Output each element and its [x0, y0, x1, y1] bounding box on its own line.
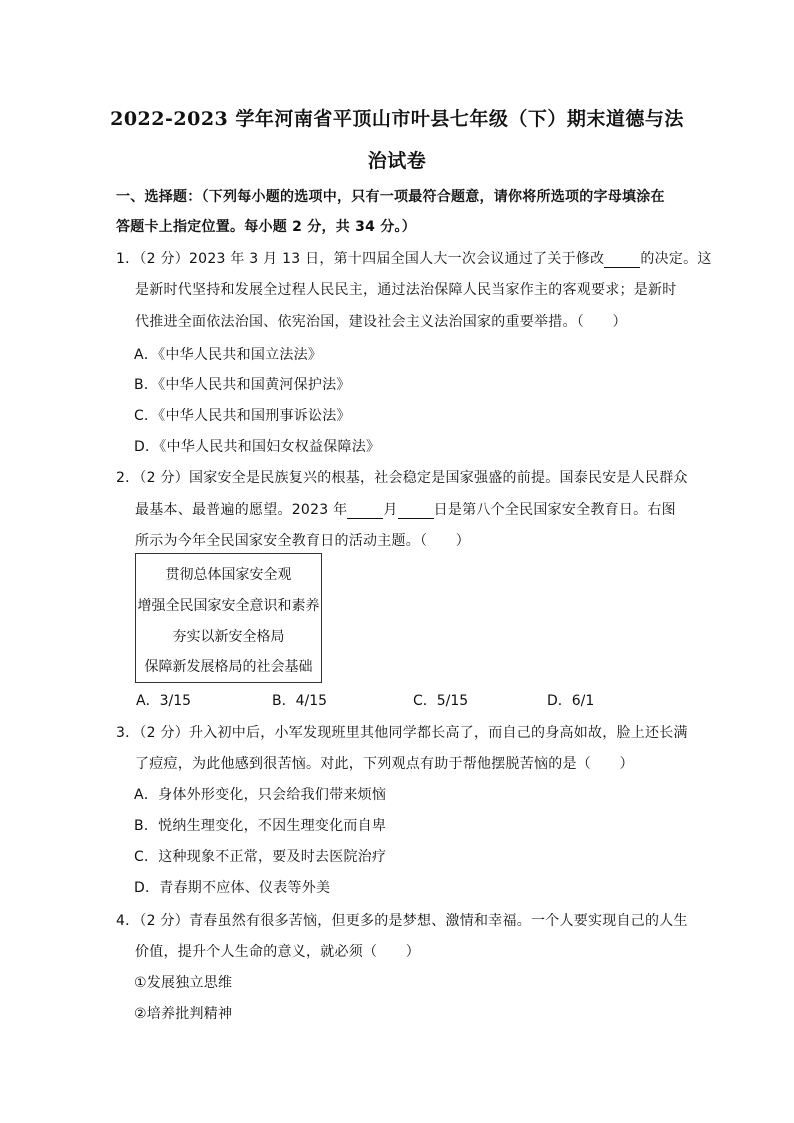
section-instruction-2: 答题卡上指定位置。每小题 2 分，共 34 分。）	[116, 219, 416, 235]
q2-blank-day	[398, 504, 434, 519]
q2-theme-box	[135, 553, 322, 683]
q2-option-a: A．3/15	[136, 693, 192, 709]
q2-theme-line-1: 贯彻总体国家安全观	[165, 567, 292, 583]
q2-theme-line-4: 保障新发展格局的社会基础	[144, 659, 313, 675]
q2-option-d: D．6/1	[547, 693, 595, 709]
q1-stem-line-1	[116, 248, 712, 268]
q1-stem-1b: 的决定。这	[640, 251, 712, 267]
q2-stem-2a: 最基本、最普遍的愿望。2023 年	[135, 502, 348, 518]
q2-blank-month	[347, 504, 383, 519]
q2-theme-line-2: 增强全民国家安全意识和素养	[137, 598, 320, 614]
q3-option-d: D．青春期不应体、仪表等外美	[134, 880, 331, 896]
q3-stem-line-2: 了痘痘，为此他感到很苦恼。对此，下列观点有助于帮他摆脱苦恼的是（ ）	[135, 756, 634, 772]
q2-option-b: B．4/15	[272, 693, 328, 709]
exam-title-line-2: 治试卷	[367, 150, 427, 172]
q3-stem-line-1: 3．（2 分）升入初中后，小军发现班里其他同学都长高了，而自己的身高如故，脸上还长满	[116, 725, 688, 741]
exam-title	[100, 98, 694, 182]
q1-option-b: B．《中华人民共和国黄河保护法》	[134, 377, 351, 393]
q1-stem-line-2: 是新时代坚持和发展全过程人民民主，通过法治保障人民当家作主的客观要求；是新时	[135, 282, 677, 298]
q2-stem-2c: 日是第八个全民国家安全教育日。右图	[433, 502, 676, 518]
q4-item-2: ②培养批判精神	[134, 1006, 233, 1022]
q2-option-c: C．5/15	[413, 693, 469, 709]
section-instruction-1: （下列每小题的选项中，只有一项最符合题意，请你将所选项的字母填涂在	[201, 189, 665, 205]
q2-stem-line-1: 2．（2 分）国家安全是民族复兴的根基，社会稳定是国家强盛的前提。国泰民安是人民群众	[116, 470, 688, 486]
q4-stem-line-1: 4．（2 分）青春虽然有很多苦恼，但更多的是梦想、激情和幸福。一个人要实现自己的人生	[116, 913, 688, 929]
exam-title-line-1: 2022-2023 学年河南省平顶山市叶县七年级（下）期末道德与法	[110, 108, 684, 130]
section-heading: 一、选择题：	[116, 189, 202, 205]
q1-option-d: D．《中华人民共和国妇女权益保障法》	[134, 439, 381, 455]
q1-option-c: C．《中华人民共和国刑事诉讼法》	[134, 408, 351, 424]
q2-stem-line-2	[135, 499, 676, 519]
q3-option-c: C．这种现象不正常，要及时去医院治疗	[134, 849, 387, 865]
q2-stem-2b: 月	[383, 502, 398, 518]
q2-theme-line-3: 夯实以新安全格局	[172, 629, 285, 645]
q1-stem-line-3: 代推进全面依法治国、依宪治国，建设社会主义法治国家的重要举措。（ ）	[135, 314, 627, 330]
q4-stem-line-2: 价值，提升个人生命的意义，就必须（ ）	[135, 944, 420, 960]
q2-stem-line-3: 所示为今年全民国家安全教育日的活动主题。（ ）	[135, 533, 470, 549]
section-heading-line-1	[116, 186, 665, 206]
q1-option-a: A．《中华人民共和国立法法》	[134, 347, 323, 363]
q4-item-1: ①发展独立思维	[134, 975, 233, 991]
q3-option-a: A．身体外形变化，只会给我们带来烦恼	[134, 787, 387, 803]
q1-stem-1a: 1．（2 分）2023 年 3 月 13 日，第十四届全国人大一次会议通过了关于修改	[116, 251, 605, 267]
q3-option-b: B．悦纳生理变化，不因生理变化而自卑	[134, 818, 387, 834]
q1-blank	[604, 253, 640, 268]
